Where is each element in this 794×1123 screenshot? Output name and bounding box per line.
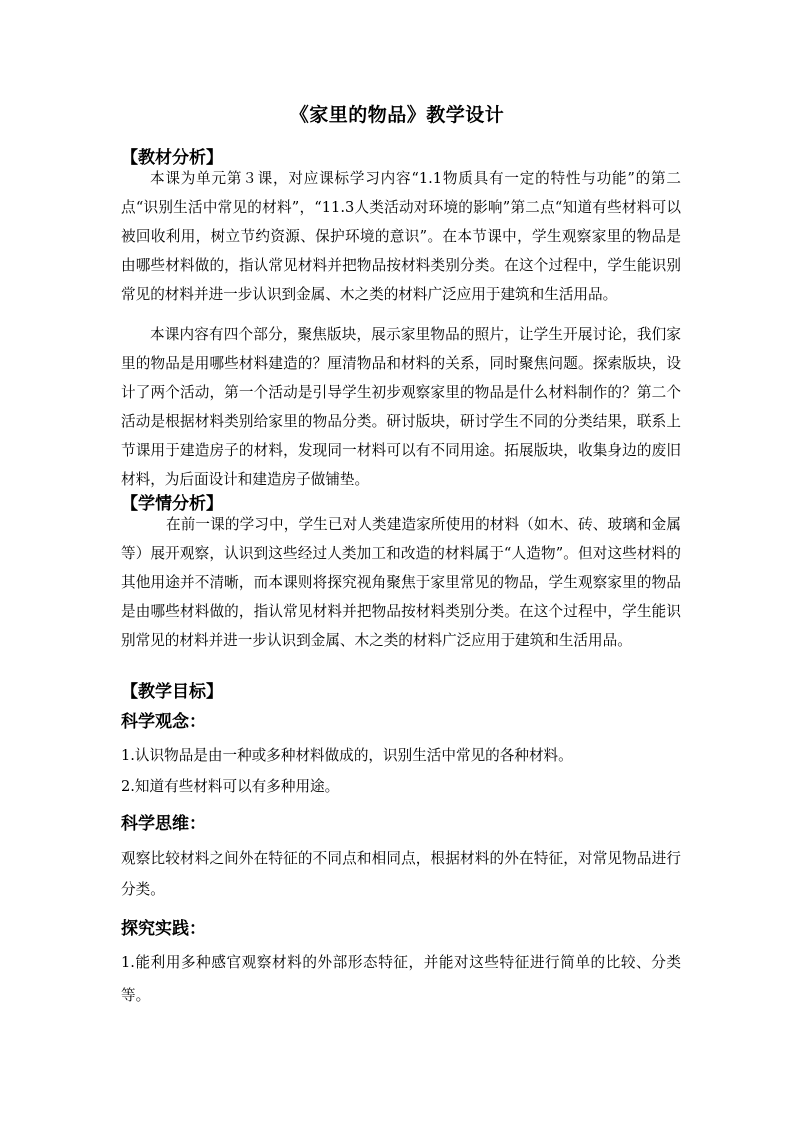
science-thinking-text: 观察比较材料之间外在特征的不同点和相同点，根据材料的外在特征，对常见物品进行分类。 — [121, 850, 681, 898]
section-heading-textbook-analysis: 【教材分析】 — [121, 148, 223, 168]
science-concepts-item-1: 1.认识物品是由一种或多种材料做成的，识别生活中常见的各种材料。 — [121, 747, 573, 764]
learner-analysis-paragraph: 在前一课的学习中，学生已对人类建造家所使用的材料（如木、砖、玻璃和金属等）展开观察，认识到这些经过人类加工和改造的材料属于“人造物”。但对这些材料的其他用途并不清晰，而本课则将探究视角聚焦于家里常见的物品，学生观察家里的物品是由哪些材料做的，指认常见材料并把物品按材料类别分类。在这个过程中，学生能识别常见的材料并进一步认识到金属、木之类的材料广泛应用于建筑和生活用品。 — [121, 516, 681, 649]
document-title: 《家里的物品》教学设计 — [289, 104, 505, 126]
subheading-inquiry-practice: 探究实践： — [121, 919, 206, 939]
section-heading-teaching-goals: 【教学目标】 — [121, 682, 223, 702]
textbook-analysis-paragraph-1: 本课为单元第３课，对应课标学习内容“1.1物质具有一定的特性与功能”的第二点“识别生活中常见的材料”，“11.3人类活动对环境的影响”第二点“知道有些材料可以被回收利用，树立节约资源、保护环境的意识”。在本节课中，学生观察家里的物品是由哪些材料做的，指认常见材料并把物品按材料类别分类。在这个过程中，学生能识别常见的材料并进一步认识到金属、木之类的材料广泛应用于建筑和生活用品。 — [121, 170, 681, 303]
science-concepts-item-2: 2.知道有些材料可以有多种用途。 — [121, 778, 340, 795]
subheading-science-concepts: 科学观念： — [121, 712, 206, 732]
section-heading-learner-analysis: 【学情分析】 — [121, 494, 223, 514]
inquiry-practice-item-1: 1.能利用多种感官观察材料的外部形态特征，并能对这些特征进行简单的比较、分类等。 — [121, 954, 681, 1004]
subheading-science-thinking: 科学思维： — [121, 814, 206, 834]
textbook-analysis-paragraph-2: 本课内容有四个部分，聚焦版块，展示家里物品的照片，让学生开展讨论，我们家里的物品是用哪些材料建造的？厘清物品和材料的关系，同时聚焦问题。探索版块，设计了两个活动，第一个活动是引导学生初步观察家里的物品是什么材料制作的？第二个活动是根据材料类别给家里的物品分类。研讨版块，研讨学生不同的分类结果，联系上节课用于建造房子的材料，发现同一材料可以有不同用途。拓展版块，收集身边的废旧材料，为后面设计和建造房子做铺垫。 — [121, 326, 681, 488]
